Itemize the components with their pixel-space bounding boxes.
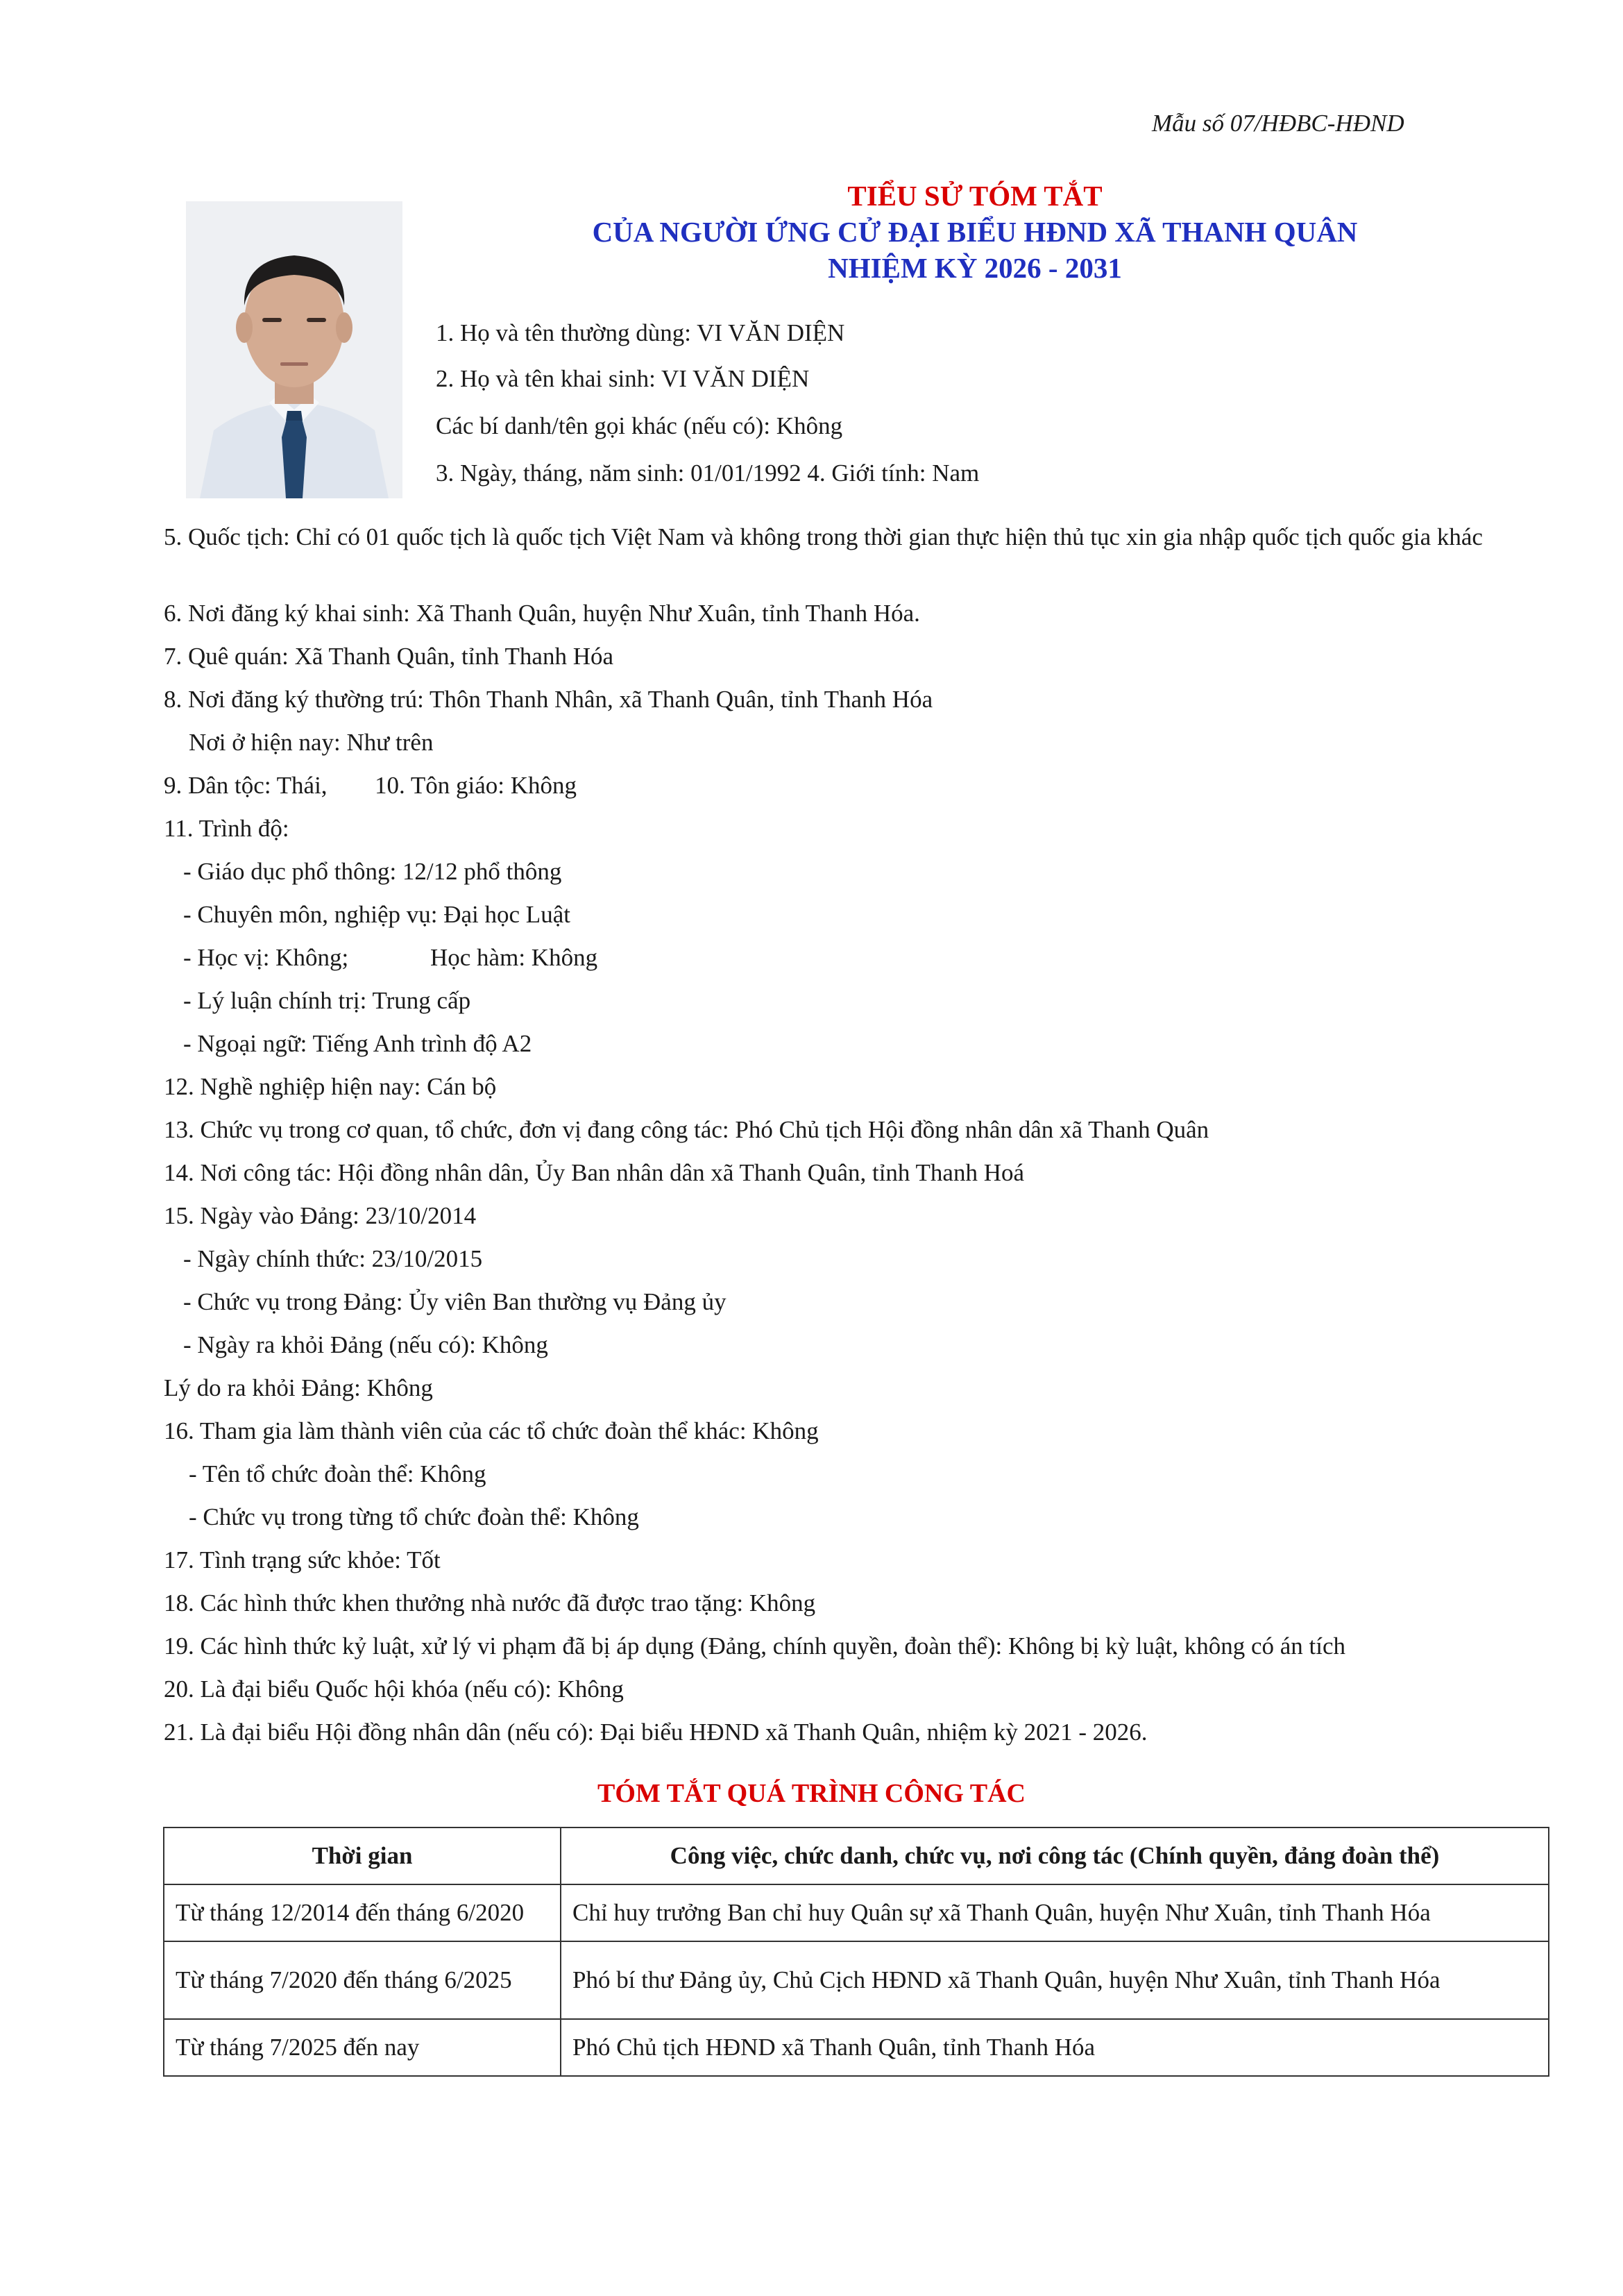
bio-line-organization-name: - Tên tổ chức đoàn thể: Không (189, 1460, 486, 1487)
cell-role: Phó bí thư Đảng ủy, Chủ Cịch HĐND xã Thanh Quân, huyện Như Xuân, tỉnh Thanh Hóa (561, 1941, 1549, 2019)
bio-line-foreign-language: - Ngoại ngữ: Tiếng Anh trình độ A2 (183, 1030, 532, 1057)
bio-line-occupation: 12. Nghề nghiệp hiện nay: Cán bộ (164, 1073, 497, 1100)
bio-line-discipline: 19. Các hình thức kỷ luật, xử lý vi phạm đã bị áp dụng (Đảng, chính quyền, đoàn thể): Không bị kỳ luật, không có án tích (164, 1632, 1346, 1660)
bio-line-workplace: 14. Nơi công tác: Hội đồng nhân dân, Ủy Ban nhân dân xã Thanh Quân, tỉnh Thanh Hoá (164, 1159, 1025, 1186)
bio-line-political-theory: - Lý luận chính trị: Trung cấp (183, 987, 471, 1014)
bio-line-general-education: - Giáo dục phổ thông: 12/12 phổ thông (183, 858, 562, 885)
bio-line-health: 17. Tình trạng sức khỏe: Tốt (164, 1546, 441, 1573)
portrait-photo (186, 201, 402, 498)
table-row (164, 1884, 1549, 1941)
bio-line-hometown: 7. Quê quán: Xã Thanh Quân, tỉnh Thanh Hóa (164, 643, 614, 670)
bio-line-party-leave-reason: Lý do ra khỏi Đảng: Không (164, 1374, 433, 1401)
column-header-period: Thời gian (164, 1827, 561, 1884)
bio-line-ethnicity: 9. Dân tộc: Thái, (164, 772, 328, 799)
work-history-table (163, 1827, 1549, 2077)
table-row (164, 1941, 1549, 2019)
bio-line-academic-title: Học hàm: Không (430, 944, 598, 971)
bio-line-organizations: 16. Tham gia làm thành viên của các tổ chức đoàn thể khác: Không (164, 1417, 819, 1444)
bio-line-education-heading: 11. Trình độ: (164, 815, 289, 842)
form-code: Mẫu số 07/HĐBC-HĐND (1152, 110, 1404, 137)
table-header-row (164, 1827, 1549, 1884)
cell-period: Từ tháng 7/2025 đến nay (164, 2019, 561, 2076)
person-portrait-icon (186, 201, 402, 498)
bio-line-organization-position: - Chức vụ trong từng tổ chức đoàn thể: Không (189, 1503, 639, 1530)
bio-line-party-join-date: 15. Ngày vào Đảng: 23/10/2014 (164, 1202, 477, 1229)
bio-line-current-address: Nơi ở hiện nay: Như trên (189, 729, 434, 756)
bio-line-residence: 8. Nơi đăng ký thường trú: Thôn Thanh Nhân, xã Thanh Quân, tỉnh Thanh Hóa (164, 686, 933, 713)
doc-title-line3: NHIỆM KỲ 2026 - 2031 (828, 252, 1122, 284)
cell-role: Phó Chủ tịch HĐND xã Thanh Quân, tỉnh Thanh Hóa (561, 2019, 1549, 2076)
cell-period: Từ tháng 7/2020 đến tháng 6/2025 (164, 1941, 561, 2019)
column-header-role: Công việc, chức danh, chức vụ, nơi công tác (Chính quyền, đảng đoàn thể) (561, 1827, 1549, 1884)
bio-line-party-official-date: - Ngày chính thức: 23/10/2015 (183, 1245, 483, 1272)
bio-line-birth-registration: 6. Nơi đăng ký khai sinh: Xã Thanh Quân, huyện Như Xuân, tỉnh Thanh Hóa. (164, 600, 920, 627)
bio-line-peoples-council: 21. Là đại biểu Hội đồng nhân dân (nếu có): Đại biểu HĐND xã Thanh Quân, nhiệm kỳ 2021 - 2026. (164, 1719, 1148, 1746)
bio-line-common-name: 1. Họ và tên thường dùng: VI VĂN DIỆN (436, 319, 845, 346)
cell-period: Từ tháng 12/2014 đến tháng 6/2020 (164, 1884, 561, 1941)
bio-line-birth-date: 3. Ngày, tháng, năm sinh: 01/01/1992 4. Giới tính: Nam (436, 459, 980, 487)
table-row (164, 2019, 1549, 2076)
doc-title-line2: CỦA NGƯỜI ỨNG CỬ ĐẠI BIỂU HĐND XÃ THANH QUÂN (592, 216, 1358, 248)
bio-line-national-assembly: 20. Là đại biểu Quốc hội khóa (nếu có): Không (164, 1675, 624, 1703)
bio-line-party-position: - Chức vụ trong Đảng: Ủy viên Ban thường vụ Đảng ủy (183, 1288, 726, 1315)
bio-line-position: 13. Chức vụ trong cơ quan, tổ chức, đơn vị đang công tác: Phó Chủ tịch Hội đồng nhân dân xã Thanh Quân (164, 1116, 1209, 1143)
bio-line-birth-name: 2. Họ và tên khai sinh: VI VĂN DIỆN (436, 365, 810, 392)
bio-line-nationality: 5. Quốc tịch: Chỉ có 01 quốc tịch là quốc tịch Việt Nam và không trong thời gian thực hiện thủ tục xin gia nhập quốc tịch quốc gia khác (164, 523, 1483, 550)
bio-line-aliases: Các bí danh/tên gọi khác (nếu có): Không (436, 412, 843, 439)
bio-line-party-leave-date: - Ngày ra khỏi Đảng (nếu có): Không (183, 1331, 548, 1358)
cell-role: Chỉ huy trưởng Ban chỉ huy Quân sự xã Thanh Quân, huyện Như Xuân, tỉnh Thanh Hóa (561, 1884, 1549, 1941)
bio-line-awards: 18. Các hình thức khen thưởng nhà nước đã được trao tặng: Không (164, 1589, 816, 1617)
bio-line-religion: 10. Tôn giáo: Không (375, 772, 577, 799)
work-history-title: TÓM TẮT QUÁ TRÌNH CÔNG TÁC (597, 1779, 1026, 1808)
doc-title-line1: TIỂU SỬ TÓM TẮT (847, 180, 1103, 212)
bio-line-specialty: - Chuyên môn, nghiệp vụ: Đại học Luật (183, 901, 570, 928)
bio-line-degree: - Học vị: Không; (183, 944, 349, 971)
